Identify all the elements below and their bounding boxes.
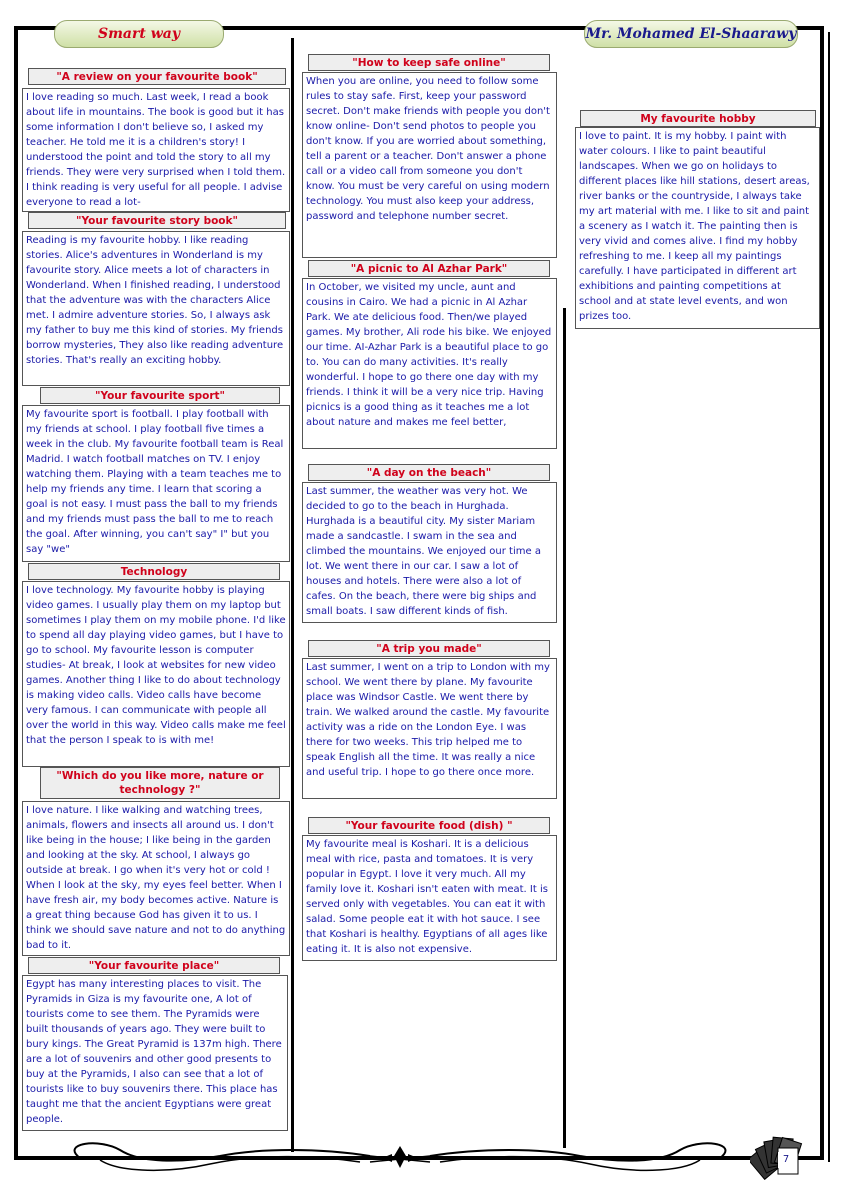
section-title-trip: "A trip you made" — [308, 640, 550, 657]
page-border-right-shadow — [828, 32, 830, 1162]
section-text-trip: Last summer, I went on a trip to London with my school. We went there by plane. My favourite place was Windsor Castle. We went there by train. We walked around the castle. My favourite activity was a ride on the London Eye. I was there for two weeks. This trip helped me to speak English all the time. It was really a nice and useful trip. I hope to go there once more. — [302, 658, 557, 799]
page-border-right — [820, 26, 824, 1160]
section-text-picnic: In October, we visited my uncle, aunt and cousins in Cairo. We had a picnic in Al Azhar Park. We ate delicious food. Then/we played games. My brother, Ali rode his bike. We enjoyed our time. AI-Azhar Park is a beautiful place to go to. You can do many activities. It's really wonderful. I hope to go there one day with my friends. I think it will be a very nice trip. Having picnics is a good thing as it teaches me a lot about nature and makes me feel better, — [302, 278, 557, 449]
column-divider-left — [291, 38, 294, 1152]
section-title-story-book: "Your favourite story book" — [28, 212, 286, 229]
section-text-book-review: I love reading so much. Last week, I read a book about life in mountains. The book is good but it has some information I don't believe so, I asked my teacher. He told me it is a children's story! I understood the point and told the story to all my friends. They were very surprised when I told them. I think reading is very useful for all people. I advise everyone to read a lot- — [22, 88, 290, 212]
header-author: Mr. Mohamed El-Shaarawy — [584, 20, 798, 48]
section-title-sport: "Your favourite sport" — [40, 387, 280, 404]
header-smart-way: Smart way — [54, 20, 224, 48]
decorative-ornament — [60, 1138, 740, 1178]
section-title-beach: "A day on the beach" — [308, 464, 550, 481]
section-text-hobby: I love to paint. It is my hobby. I paint with water colours. I like to paint beautiful landscapes. When we go on holidays to different places like hill stations, desert areas, river banks or the countryside, I always take my art material with me. I like to sit and paint a scenery as I watch it. The painting then is very vivid and comes alive. I find my hobby refreshing to me. I keep all my paintings carefully. I have participated in different art exhibitions and painting competitions at school and at state level events, and won prizes too. — [575, 127, 820, 329]
section-title-hobby: My favourite hobby — [580, 110, 816, 127]
section-text-food: My favourite meal is Koshari. It is a delicious meal with rice, pasta and tomatoes. It is very popular in Egypt. I love it very much. All my family love it. Koshari isn't eaten with meat. It is served only with vegetables. You can eat it with salad. Some people eat it with hot sauce. I see that Koshari is healthy. Egyptians of all ages like eating it. It is also not expensive. — [302, 835, 557, 961]
column-divider-right — [563, 308, 566, 1148]
section-text-technology: I love technology. My favourite hobby is playing video games. I usually play them on my laptop but sometimes I play them on my mobile phone. I'd like to spend all day playing video games, but I have to go to school. My favourite lesson is computer studies- At break, I look at websites for new video games. Another thing I like to do about technology is making video calls. Video calls have become very famous. I can communicate with people all over the world in this way. Video calls make me feel that the person I speak to is with me! — [22, 581, 290, 767]
section-title-picnic: "A picnic to Al Azhar Park" — [308, 260, 550, 277]
section-title-place: "Your favourite place" — [28, 957, 280, 974]
section-title-nature-technology: "Which do you like more, nature or technology ?" — [40, 767, 280, 799]
section-title-food: "Your favourite food (dish) " — [308, 817, 550, 834]
page-border-left — [14, 26, 18, 1160]
section-title-safe-online: "How to keep safe online" — [308, 54, 550, 71]
section-text-sport: My favourite sport is football. I play football with my friends at school. I play football five times a week in the club. My favourite football team is Real Madrid. I watch football matches on TV. I enjoy watching them. Playing with a team teaches me to help my friends any time. I learn that scoring a goal is not easy. I must pass the ball to my friends and my friends must pass the ball to me to reach the goal. After winning, you can't say" I" but you say "we" — [22, 405, 290, 562]
section-text-safe-online: When you are online, you need to follow some rules to stay safe. First, keep your password secret. Don't make friends with people you don't know online- Don't send photos to people you don't know. If you are worried about something, tell a parent or a teacher. Don't answer a phone call or a video call from someone you don't know. You must be very careful on using modern technology. You must also keep your address, password and telephone number secret. — [302, 72, 557, 258]
section-text-story-book: Reading is my favourite hobby. I like reading stories. Alice's adventures in Wonderland is my favourite story. Alice meets a lot of characters in Wonderland. When I finished reading, I understood that the adventure was with the characters Alice met. I admire adventure stories. So, I always ask my father to buy me this kind of stories. My friends borrow mysteries, They also like reading adventure stories. That's really an exciting hobby. — [22, 231, 290, 386]
section-title-technology: Technology — [28, 563, 280, 580]
section-text-beach: Last summer, the weather was very hot. We decided to go to the beach in Hurghada. Hurghada is a beautiful city. My sister Mariam made a sandcastle. I swam in the sea and climbed the mountains. We enjoyed our time a lot. We went there in our car. I saw a lot of houses and hotels. There were also a lot of cafes. On the beach, there were big ships and small boats. I saw different kinds of fish. — [302, 482, 557, 623]
page-number: 7 — [778, 1152, 794, 1168]
section-text-place: Egypt has many interesting places to visit. The Pyramids in Giza is my favourite one, A lot of tourists come to see them. The Pyramids were built thousands of years ago. They were built to bury kings. The Great Pyramid is 137m high. There are a lot of souvenirs and other good presents to buy at the Pyramids, I also can see that a lot of tourists like to buy souvenirs there. This place has taught me that the ancient Egyptians were great people. — [22, 975, 288, 1131]
section-title-book-review: "A review on your favourite book" — [28, 68, 286, 85]
section-text-nature-technology: I love nature. I like walking and watching trees, animals, flowers and insects all around us. I don't like being in the house; I like being in the garden and looking at the sky. At school, I always go outside at break. I go when it's very hot or cold ! When I look at the sky, my eyes feel better. When I have fresh air, my body becomes active. Nature is a great thing because God has given it to us. I think we should save nature and not to do anything bad to it. — [22, 801, 290, 956]
